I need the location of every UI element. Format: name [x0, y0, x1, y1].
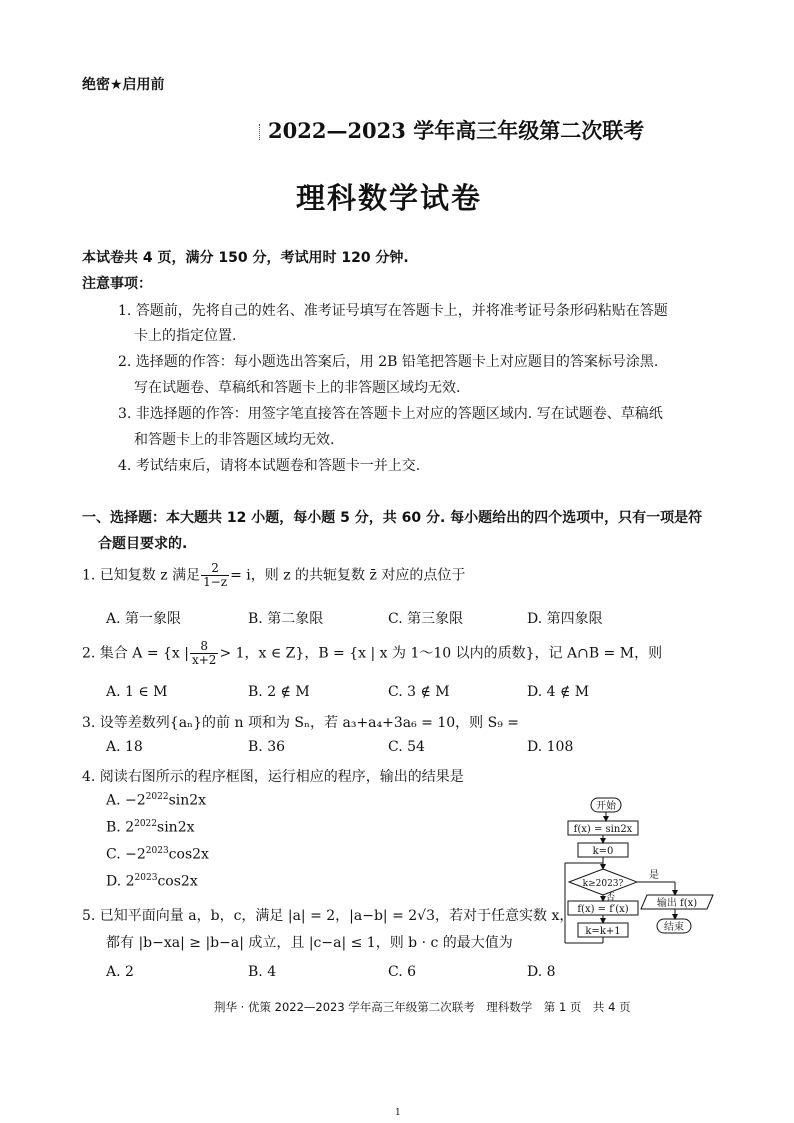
margin-mark: [259, 124, 262, 140]
note-line: 2. 选择题的作答：每小题选出答案后，用 2B 铅笔把答题卡上对应题目的答案标号涂黑.: [118, 354, 659, 370]
page-number: 1: [395, 1108, 401, 1118]
q1-option-d: D. 第四象限: [527, 611, 603, 627]
q4-option-b: B. $2^{2022}\sin 2x$: [106, 819, 195, 836]
update-f-label: f(x) = f′(x): [577, 904, 629, 915]
question-3: 3. 设等差数列{aₙ}的前 n 项和为 Sₙ，若 a₃+a₄+3a₆ = 10，则 S₉ =: [82, 715, 520, 731]
program-flowchart: [555, 793, 725, 955]
q1-prefix: 1. 已知复数 z 满足: [82, 567, 201, 584]
note-line: 和答题卡上的非答题区域均无效.: [134, 432, 335, 448]
start-label: 开始: [596, 801, 616, 812]
notes-heading: 注意事项：: [82, 276, 152, 292]
question-5-cont: 都有 |b−xa| ≥ |b−a| 成立，且 |c−a| ≤ 1，则 b · c 的最大值为: [106, 935, 513, 951]
q3-option-d: D. 108: [527, 739, 574, 755]
note-line: 3. 非选择题的作答：用签字笔直接答在答题卡上对应的答题区域内. 写在试题卷、草稿纸: [118, 406, 663, 422]
note-line: 卡上的指定位置.: [134, 328, 237, 344]
q4-option-c: C. $-2^{2023}\cos 2x$: [106, 846, 209, 863]
yes-label: 是: [649, 870, 659, 881]
end-label: 结束: [664, 922, 684, 933]
exam-info: 本试卷共 4 页，满分 150 分，考试用时 120 分钟.: [82, 250, 409, 266]
q1-option-b: B. 第二象限: [248, 611, 324, 627]
note-line: 写在试题卷、草稿纸和答题卡上的非答题区域均无效.: [134, 380, 461, 396]
update-k-label: k=k+1: [585, 926, 621, 937]
q2-numerator: 8: [190, 640, 218, 654]
q1-option-c: C. 第三象限: [388, 611, 464, 627]
q2-option-c: C. 3 ∉ M: [388, 684, 450, 700]
q2-suffix: > 1，x ∈ Z}，B = {x | x 为 1～10 以内的质数}，记 A∩B = M，则: [219, 645, 663, 662]
q3-option-b: B. 36: [248, 739, 286, 755]
assign-f-label: f(x) = sin2x: [573, 824, 633, 835]
question-4: 4. 阅读右图所示的程序框图，运行相应的程序，输出的结果是: [82, 769, 464, 785]
q1-fraction: [201, 562, 229, 589]
q1-numerator: 2: [201, 562, 229, 576]
q2-option-a: A. 1 ∈ M: [106, 684, 168, 700]
output-label: 输出 f(x): [656, 898, 698, 909]
exam-title: 2022—2023 学年高三年级第二次联考: [268, 118, 645, 143]
q4-option-a: A. $-2^{2022}\sin 2x$: [106, 792, 207, 809]
q2-fraction: [190, 640, 218, 667]
q3-option-c: C. 54: [388, 739, 425, 755]
q4-option-d: D. $2^{2023}\cos 2x$: [106, 873, 198, 890]
assign-k-label: k=0: [592, 846, 614, 857]
section-heading-cont: 合题目要求的.: [98, 536, 188, 552]
q5-option-b: B. 4: [248, 964, 277, 980]
q5-option-c: C. 6: [388, 964, 417, 980]
q5-option-d: D. 8: [527, 964, 556, 980]
q1-denominator: 1−z: [203, 575, 228, 589]
q2-denominator: x+2: [191, 653, 217, 667]
q2-option-d: D. 4 ∉ M: [527, 684, 590, 700]
question-5: 5. 已知平面向量 a，b，c，满足 |a| = 2，|a−b| = 2√3，若对于任意实数 x，: [82, 908, 574, 924]
q2-prefix: 2. 集合 A = {x |: [82, 645, 189, 662]
page-footer: 荆华 · 优策 2022—2023 学年高三年级第二次联考 理科数学 第 1 页 共 4 页: [214, 1000, 631, 1014]
q3-option-a: A. 18: [106, 739, 143, 755]
question-2: [82, 640, 662, 667]
subject-title: 理科数学试卷: [296, 181, 483, 215]
confidential-label: 绝密★启用前: [82, 77, 165, 93]
no-label: 否: [606, 893, 616, 903]
note-line: 4. 考试结束后，请将本试题卷和答题卡一并上交.: [118, 458, 421, 474]
note-line: 1. 答题前，先将自己的姓名、准考证号填写在答题卡上，并将准考证号条形码粘贴在答题: [118, 303, 668, 319]
question-1: [82, 562, 465, 589]
q1-option-a: A. 第一象限: [106, 611, 182, 627]
q1-suffix: = i，则 z 的共轭复数 z̄ 对应的点位于: [230, 567, 466, 584]
condition-label: k≥2023?: [582, 879, 624, 889]
section-heading: 一、选择题：本大题共 12 小题，每小题 5 分，共 60 分. 每小题给出的四个选项中，只有一项是符: [82, 510, 703, 526]
q2-option-b: B. 2 ∉ M: [248, 684, 310, 700]
q5-option-a: A. 2: [106, 964, 134, 980]
